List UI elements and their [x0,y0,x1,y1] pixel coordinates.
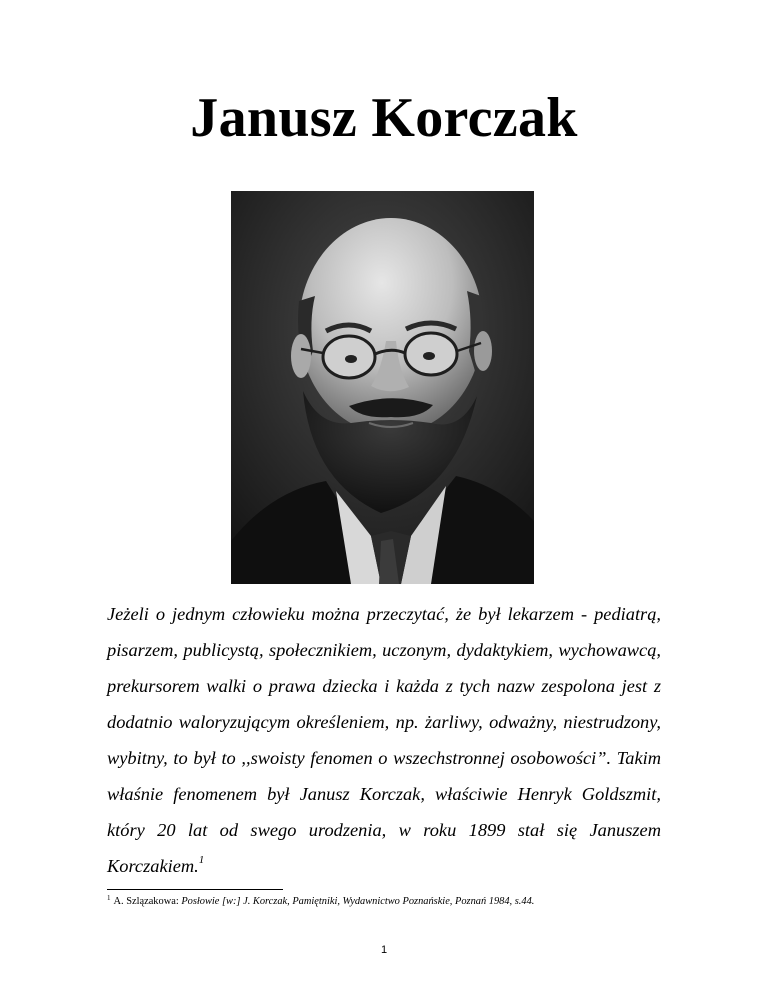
portrait-photo [231,191,534,584]
page-number: 1 [380,944,388,956]
paragraph-text: Jeżeli o jednym człowieku można przeczytać, że był lekarzem - pediatrą, pisarzem, publicystą, społecznikiem, uczonym, dydaktykiem, wychowawcą, prekursorem walki o prawa dziecka i każda z tych nazw zespolona jest z dodatnio waloryzującym określeniem, np. żarliwy, odważny, niestrudzony, wybitny, to był to ,,swoisty fenomen o wszechstronnej osobowości”. Takim właśnie fenomenem był Janusz Korczak, właściwie Henryk Goldszmit, który 20 lat od swego urodzenia, w roku 1899 stał się Januszem Korczakiem. [107,604,661,876]
portrait-illustration [231,191,534,584]
footnote-source: Posłowie [w:] J. Korczak, Pamiętniki, Wydawnictwo Poznańskie, Poznań 1984, s.44. [181,896,535,907]
footnote [107,895,707,909]
footnote-separator [107,889,283,890]
body-paragraph [107,596,661,884]
footnote-reference[interactable]: 1 [198,854,205,866]
footnote-marker: 1 [107,894,111,902]
document-title: Janusz Korczak [190,87,578,149]
footnote-author: A. Szlązakowa: [113,896,182,907]
